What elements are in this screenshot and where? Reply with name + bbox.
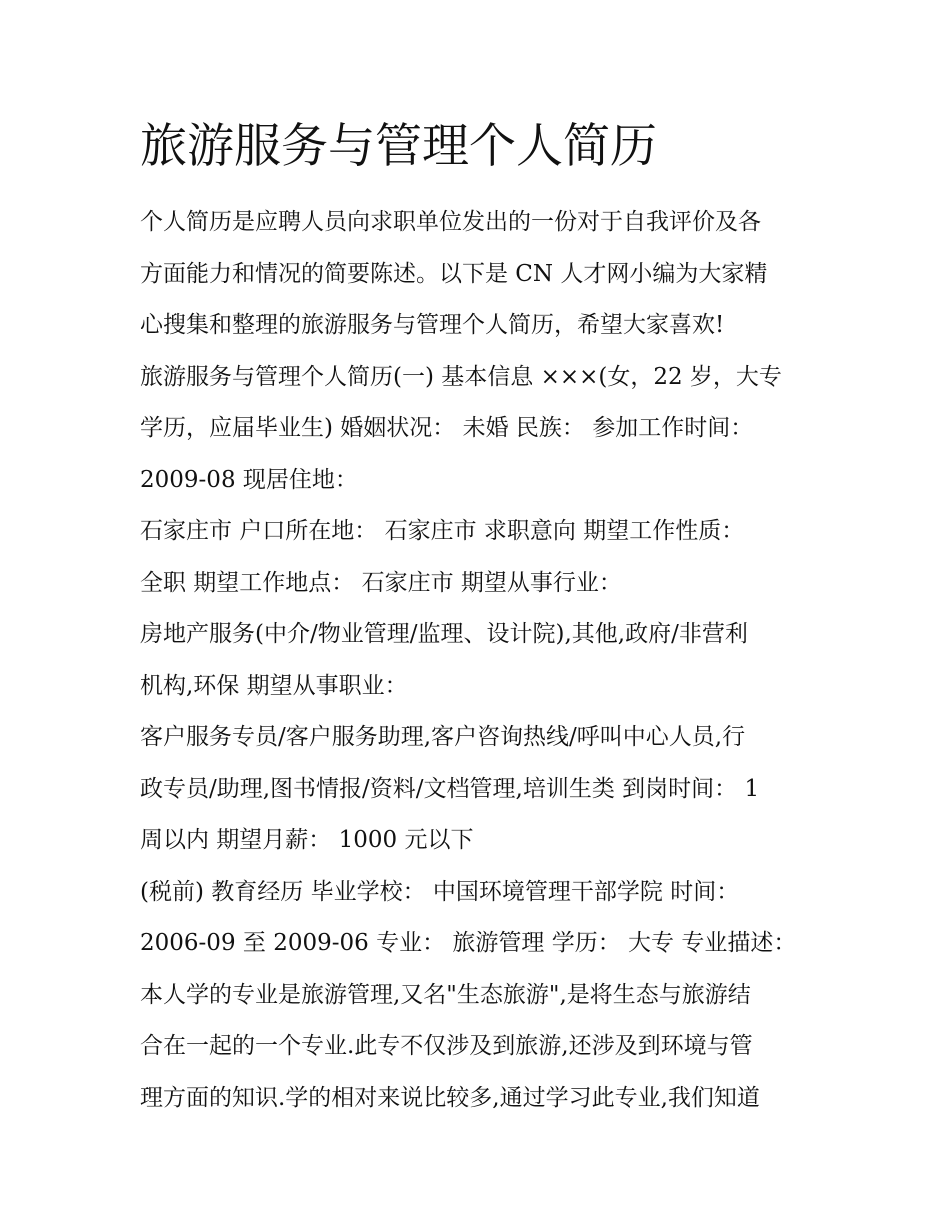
text-line-16: 本人学的专业是旅游管理,又名"生态旅游",是将生态与旅游结 xyxy=(140,981,751,1008)
text-line-6: 2009-08 现居住地： xyxy=(140,466,358,493)
text-line-12: 政专员/助理,图书情报/资料/文档管理,培训生类 到岗时间： 1 xyxy=(140,775,760,802)
text-line-18: 理方面的知识.学的相对来说比较多,通过学习此专业,我们知道 xyxy=(140,1084,760,1111)
text-line-10: 机构,环保 期望从事职业： xyxy=(140,672,408,699)
text-line-8: 全职 期望工作地点： 石家庄市 期望从事行业： xyxy=(140,569,622,596)
text-line-4: 旅游服务与管理个人简历(一) 基本信息 ×××(女，22 岁，大专 xyxy=(140,363,782,390)
body-text xyxy=(140,197,820,1124)
page-title: 旅游服务与管理个人简历 xyxy=(140,119,657,174)
text-line-9: 房地产服务(中介/物业管理/监理、设计院),其他,政府/非营利 xyxy=(140,621,748,647)
text-line-2: 方面能力和情况的简要陈述。以下是 CN 人才网小编为大家精 xyxy=(140,260,768,287)
text-line-1: 个人简历是应聘人员向求职单位发出的一份对于自我评价及各 xyxy=(140,209,761,235)
text-line-11: 客户服务专员/客户服务助理,客户咨询热线/呼叫中心人员,行 xyxy=(140,724,746,750)
text-line-17: 合在一起的一个专业.此专不仅涉及到旅游,还涉及到环境与管 xyxy=(140,1033,753,1059)
text-line-3: 心搜集和整理的旅游服务与管理个人简历，希望大家喜欢! xyxy=(140,312,725,338)
text-line-14: (税前) 教育经历 毕业学校： 中国环境管理干部学院 时间： xyxy=(140,878,740,905)
text-line-13: 周以内 期望月薪： 1000 元以下 xyxy=(140,827,474,853)
text-line-15: 2006-09 至 2009-06 专业： 旅游管理 学历： 大专 专业描述： xyxy=(140,930,797,956)
text-line-5: 学历，应届毕业生) 婚姻状况： 未婚 民族： 参加工作时间： xyxy=(140,415,754,441)
text-line-7: 石家庄市 户口所在地： 石家庄市 求职意向 期望工作性质： xyxy=(140,518,745,544)
